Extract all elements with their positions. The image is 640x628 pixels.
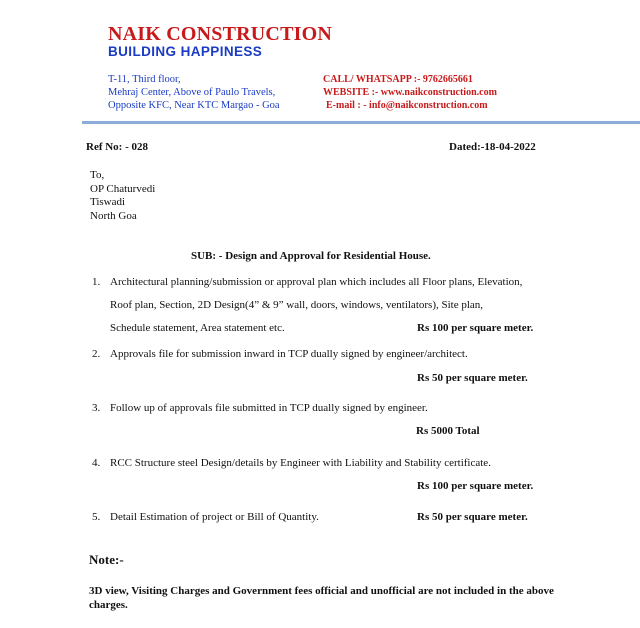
item-text-line: Follow up of approvals file submitted in TCP dually signed by engineer. — [110, 402, 428, 414]
header-divider — [82, 121, 640, 124]
item-text-line: Roof plan, Section, 2D Design(4” & 9” wall, doors, windows, ventilators), Site plan, — [110, 299, 484, 311]
item-price: Rs 50 per square meter. — [417, 372, 528, 384]
recipient-line: Tiswadi — [90, 196, 126, 208]
list-item — [92, 343, 562, 366]
note-text: 3D view, Visiting Charges and Government fees official and unofficial are not included in the above charges. — [89, 585, 554, 611]
recipient-block — [90, 169, 155, 223]
list-item — [92, 452, 562, 475]
company-name: NAIK CONSTRUCTION — [108, 23, 332, 45]
item-body — [110, 397, 562, 420]
contact-phone: CALL/ WHATSAPP :- 9762665661 — [323, 74, 473, 85]
address-line: Opposite KFC, Near KTC Margao - Goa — [108, 100, 280, 111]
item-text-line: Detail Estimation of project or Bill of Quantity. — [110, 511, 319, 523]
subject-line: SUB: - Design and Approval for Residential House. — [191, 250, 431, 262]
item-number: 4. — [92, 457, 101, 469]
address-line: T-11, Third floor, — [108, 74, 181, 85]
company-address — [108, 73, 280, 112]
item-number: 5. — [92, 511, 101, 523]
address-line: Mehraj Center, Above of Paulo Travels, — [108, 87, 276, 98]
letter-date: Dated:-18-04-2022 — [449, 141, 536, 153]
item-body — [110, 452, 562, 475]
item-price: Rs 5000 Total — [416, 425, 480, 437]
item-text-line: RCC Structure steel Design/details by Engineer with Liability and Stability certificate. — [110, 457, 491, 469]
item-number: 3. — [92, 402, 101, 414]
company-contact — [323, 73, 497, 112]
item-text-line: Architectural planning/submission or approval plan which includes all Floor plans, Elevation, — [110, 276, 523, 288]
note-heading: Note:- — [89, 552, 124, 567]
reference-number: Ref No: - 028 — [86, 141, 149, 153]
item-text-line: Approvals file for submission inward in TCP dually signed by engineer/architect. — [110, 348, 468, 360]
list-item — [92, 397, 562, 420]
item-price: Rs 50 per square meter. — [417, 511, 528, 523]
item-number: 1. — [92, 276, 101, 288]
item-price: Rs 100 per square meter. — [417, 480, 534, 492]
item-number: 2. — [92, 348, 101, 360]
item-text-line: Schedule statement, Area statement etc. — [110, 322, 285, 334]
recipient-line: OP Chaturvedi — [90, 182, 156, 195]
recipient-line: North Goa — [90, 209, 137, 222]
item-body — [110, 343, 562, 366]
item-price: Rs 100 per square meter. — [417, 322, 534, 334]
contact-email: E-mail : - info@naikconstruction.com — [326, 100, 488, 111]
recipient-line: To, — [90, 169, 105, 181]
company-tagline: BUILDING HAPPINESS — [108, 44, 263, 59]
contact-website: WEBSITE :- www.naikconstruction.com — [323, 87, 497, 98]
